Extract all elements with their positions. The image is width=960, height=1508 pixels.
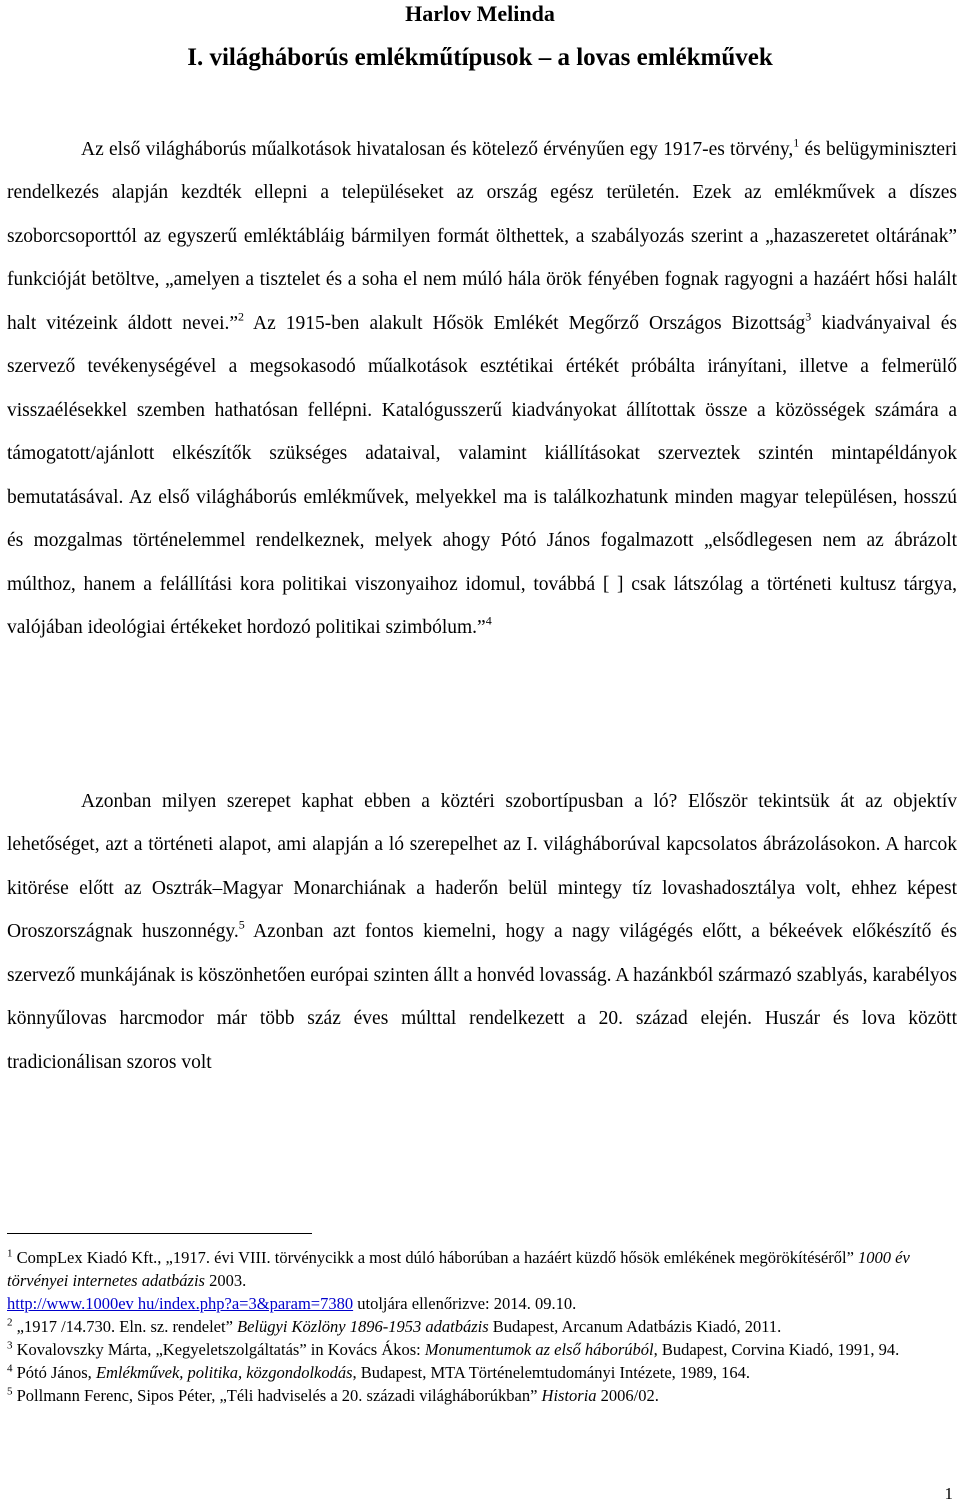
p2-text-2: Azonban azt fontos kiemelni, hogy a nagy világégés előtt, a békeévek előkészítő és szervező munkájának is köszönhetően európai szinten állt a honvéd lovasság. A hazánkból származó szablyás, karabélyos könnyűlovas harcmodor már több száz éves múlttal rendelkezett a 20. század elején. Huszár és lova között tradicionálisan szoros volt <box>7 921 957 1073</box>
paragraph-2 <box>7 780 957 1084</box>
footnote-source-italic: Emlékművek, politika, közgondolkodás <box>95 1363 353 1382</box>
footnote-number: 2 <box>7 1316 13 1329</box>
footnote-ref-5[interactable]: 5 <box>238 917 245 932</box>
footnote-text: CompLex Kiadó Kft., „1917. évi VIII. törvénycikk a most dúló háborúban a hazáért küzdő hősök emlékének megörökítéséről” <box>12 1248 854 1267</box>
footnote-text: , Budapest, MTA Történelemtudományi Intézete, 1989, 164. <box>352 1363 751 1382</box>
p2-text-1: Azonban milyen szerepet kaphat ebben a köztéri szobortípusban a ló? Először tekintsük át az objektív lehetőséget, azt a történeti alapot, ami alapján a ló szerepelhet az I. világháborúval kapcsolatos ábrázolásokon. A harcok kitörése előtt az Osztrák–Magyar Monarchiának a haderőn belül mintegy tíz lovashadosztálya volt, ehhez képest Oroszországnak huszonnégy. <box>7 791 957 943</box>
footnote-source-italic: Historia <box>537 1386 597 1405</box>
footnote-text: „1917 /14.730. Eln. sz. rendelet” <box>12 1317 233 1336</box>
page-number: 1 <box>944 1484 953 1503</box>
p1-text-2: és belügyminiszteri rendelkezés alapján kezdték ellepni a településeket az ország egész területén. Ezek az emlékművek a díszes szoborcsoporttól az egyszerű emléktábláig bármilyen formát ölthettek, a szabályozás szerint a „hazaszeretet oltárának” funkcióját betöltve, „amelyen a tisztelet és a soha el nem múló hála örök fényében fognak ragyogni a hazáért hősi halált halt vitézeink áldott nevei.” <box>7 139 957 334</box>
p1-text-4: kiadványaival és szervező tevékenységével a megsokasodó műalkotások esztétikai értékét próbálta irányítani, illetve a felmerülő visszaélésekkel szemben hathatósan fellépni. Katalógusszerű kiadványokat állítottak össze a közösségek számára a támogatott/ajánlott elkészítők szükséges adataival, valamint kiállításokat szerveztek szintén mintapéldányok bemutatásával. Az első világháborús emlékművek, melyekkel ma is találkozhatunk minden magyar településen, hosszú és mozgalmas történelemmel rendelkeznek, melyek ahogy Pótó János fogalmazott „elsődlegesen nem az ábrázolt múlthoz, hanem a felállítási kora politikai viszonyaihoz idomul, továbbá [ ] csak látszólag a történeti kultusz tárgya, valójában ideológiai értékeket hordozó politikai szimbólum.” <box>7 312 957 638</box>
footnote-2 <box>7 1315 957 1338</box>
footnote-source-italic: 1000 év törvényei internetes adatbázis <box>7 1248 910 1290</box>
footnote-ref-1[interactable]: 1 <box>793 135 800 150</box>
paragraph-1 <box>7 128 957 649</box>
footnote-separator <box>7 1233 312 1234</box>
p1-text-1: Az első világháborús műalkotások hivatalosan és kötelező érvényűen egy 1917-es törvény, <box>81 139 794 160</box>
footnote-text: Kovalovszky Márta, „Kegyeletszolgáltatás” in Kovács Ákos: <box>12 1340 425 1359</box>
footnote-link[interactable]: http://www.1000ev hu/index.php?a=3&param=7380 <box>7 1294 354 1313</box>
footnote-number: 5 <box>7 1385 13 1398</box>
footnote-source-italic: Belügyi Közlöny 1896-1953 adatbázis <box>232 1317 489 1336</box>
footnote-number: 3 <box>7 1339 13 1352</box>
footnote-text: 2003. <box>204 1271 247 1290</box>
footnote-5 <box>7 1384 957 1407</box>
footnote-text: utoljára ellenőrizve: 2014. 09.10. <box>353 1294 577 1313</box>
footnote-number: 4 <box>7 1362 13 1375</box>
footnote-number: 1 <box>7 1247 13 1260</box>
footnote-source-italic: Monumentumok az első háborúból <box>424 1340 654 1359</box>
author-name: Harlov Melinda <box>405 1 555 26</box>
footnote-ref-4[interactable]: 4 <box>485 613 492 628</box>
footnotes <box>7 1246 957 1407</box>
p1-text-3: Az 1915-ben alakult Hősök Emlékét Megőrző Országos Bizottság <box>244 312 806 334</box>
footnote-4 <box>7 1361 957 1384</box>
footnote-ref-2[interactable]: 2 <box>238 309 245 324</box>
footnote-ref-3[interactable]: 3 <box>805 309 812 324</box>
footnote-text: , Budapest, Corvina Kiadó, 1991, 94. <box>653 1340 900 1359</box>
page-title: I. világháborús emlékműtípusok – a lovas emlékművek <box>187 44 773 71</box>
footnote-text: Pótó János, <box>12 1363 96 1382</box>
footnote-3 <box>7 1338 957 1361</box>
footnote-text: Pollmann Ferenc, Sipos Péter, „Téli hadviselés a 20. századi világháborúkban” <box>12 1386 538 1405</box>
footnote-text: Budapest, Arcanum Adatbázis Kiadó, 2011. <box>488 1317 782 1336</box>
footnote-1 <box>7 1246 957 1315</box>
footnote-text: 2006/02. <box>596 1386 659 1405</box>
